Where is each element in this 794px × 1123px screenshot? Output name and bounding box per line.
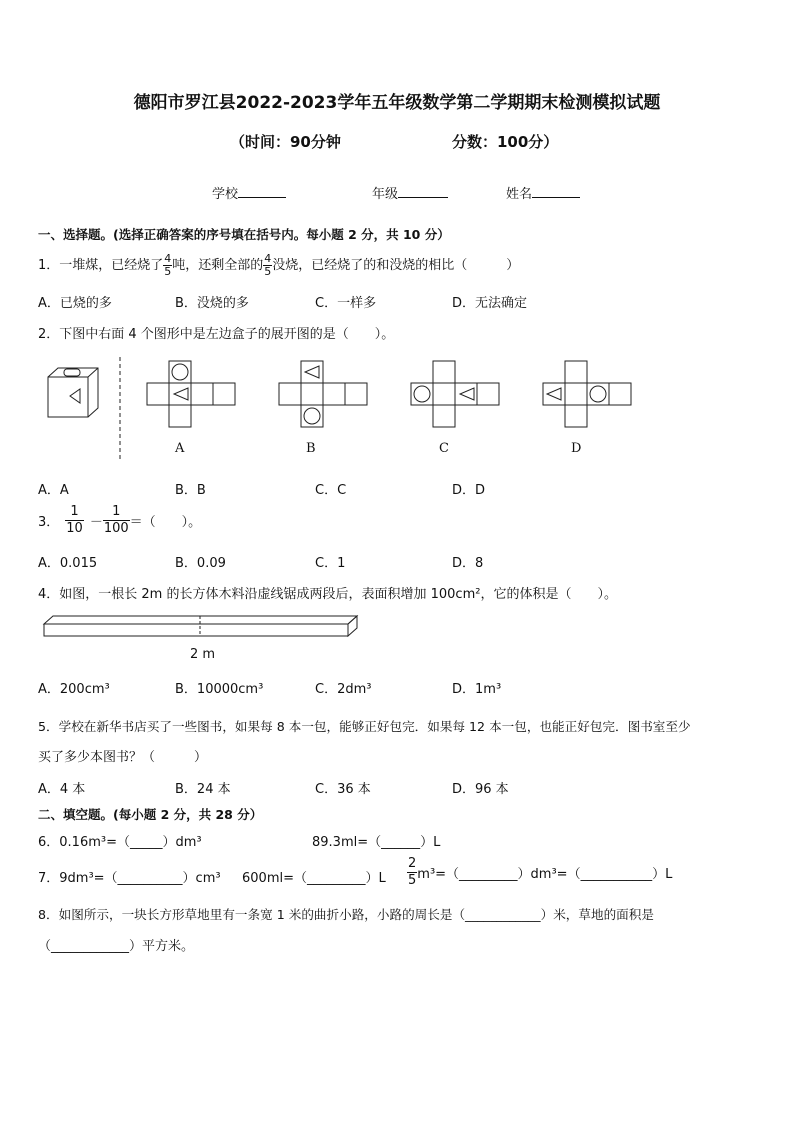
- net-d: [543, 361, 631, 427]
- q4-option-c: C．2dm³: [315, 682, 372, 697]
- fraction: $\frac{4}{5}$: [164, 252, 172, 278]
- q5-option-b: B．24 本: [175, 782, 231, 797]
- q2-option-b: B．B: [175, 483, 206, 498]
- figure-label-c: C: [439, 441, 449, 456]
- question-7c: $\frac{2}{5}$ m³=（_________）dm³=（___________）L: [408, 856, 673, 888]
- question-8-line2: （____________）平方米。: [38, 939, 195, 954]
- grade-field[interactable]: [372, 183, 448, 202]
- question-6a: 6．0.16m³=（_____）dm³: [38, 835, 202, 850]
- question-5-line1: 5．学校在新华书店买了一些图书，如果每 8 本一包，能够正好包完．如果每 12 本一包，也能正好包完．图书室至少: [38, 719, 691, 734]
- cube-figure: [48, 368, 98, 417]
- net-b: [279, 361, 367, 427]
- net-c: [411, 361, 499, 427]
- fraction: $\frac{1}{100}$: [103, 504, 129, 536]
- question-5-line2: 买了多少本图书？（ ）: [38, 750, 208, 765]
- fraction: $\frac{1}{10}$: [66, 504, 83, 536]
- figure-label-d: D: [571, 441, 582, 456]
- q1-option-a: A．已烧的多: [38, 296, 112, 311]
- net-a: [147, 361, 235, 427]
- beam-length-label: 2 m: [190, 647, 216, 662]
- section2-heading: 二、填空题。(每小题 2 分，共 28 分）: [38, 807, 263, 822]
- q4-option-d: D．1m³: [452, 682, 502, 697]
- q4-option-b: B．10000cm³: [175, 682, 264, 697]
- q1-option-d: D．无法确定: [452, 296, 528, 311]
- question-6b: 89.3ml=（______）L: [312, 835, 441, 850]
- name-field[interactable]: [506, 183, 580, 202]
- school-field[interactable]: [212, 183, 286, 202]
- q5-option-c: C．36 本: [315, 782, 371, 797]
- q1-option-c: C．一样多: [315, 296, 377, 311]
- q3-option-a: A．0.015: [38, 556, 98, 571]
- q5-option-a: A．4 本: [38, 782, 86, 797]
- q3-option-d: D．8: [452, 556, 484, 571]
- question-3: 3． $\frac{1}{10}$ － $\frac{1}{100}$ ＝（ ）。: [38, 504, 202, 536]
- fraction: $\frac{2}{5}$: [408, 856, 417, 888]
- question-2: 2．下图中右面 4 个图形中是左边盒子的展开图的是（ ）。: [38, 327, 395, 342]
- wood-beam-figure: [0, 608, 794, 648]
- q2-option-c: C．C: [315, 483, 347, 498]
- exam-score: 分数：100分）: [452, 133, 559, 151]
- question-8-line1: 8．如图所示，一块长方形草地里有一条宽 1 米的曲折小路，小路的周长是（____________）米，草地的面积是: [38, 907, 654, 922]
- question-4: 4．如图，一根长 2m 的长方体木料沿虚线锯成两段后，表面积增加 100cm²，它的体积是（ ）。: [38, 587, 617, 602]
- q1-option-b: B．没烧的多: [175, 296, 249, 311]
- section1-heading: 一、选择题。(选择正确答案的序号填在括号内。每小题 2 分，共 10 分）: [38, 227, 450, 242]
- page-title: 德阳市罗江县2022-2023学年五年级数学第二学期期末检测模拟试题: [133, 93, 661, 113]
- name-label: 姓名: [506, 187, 533, 202]
- q3-option-c: C．1: [315, 556, 346, 571]
- figure-label-a: A: [175, 441, 185, 456]
- grade-label: 年级: [372, 187, 399, 202]
- exam-time: （时间：90分钟: [230, 133, 341, 151]
- q5-option-d: D．96 本: [452, 782, 509, 797]
- figure-label-b: B: [306, 441, 316, 456]
- box-net-figure: [0, 355, 794, 465]
- question-1: 1．一堆煤，已经烧了 $\frac{4}{5}$ 吨，还剩全部的 $\frac{4}{5}$ 没烧，已经烧了的和没烧的相比（ ）: [38, 252, 520, 278]
- q2-option-d: D．D: [452, 483, 486, 498]
- question-7a: 7．9dm³=（__________）cm³: [38, 871, 221, 886]
- school-label: 学校: [212, 187, 239, 202]
- question-7b: 600ml=（_________）L: [242, 871, 386, 886]
- fraction: $\frac{4}{5}$: [264, 252, 272, 278]
- q3-option-b: B．0.09: [175, 556, 226, 571]
- q4-option-a: A．200cm³: [38, 682, 110, 697]
- q2-option-a: A．A: [38, 483, 69, 498]
